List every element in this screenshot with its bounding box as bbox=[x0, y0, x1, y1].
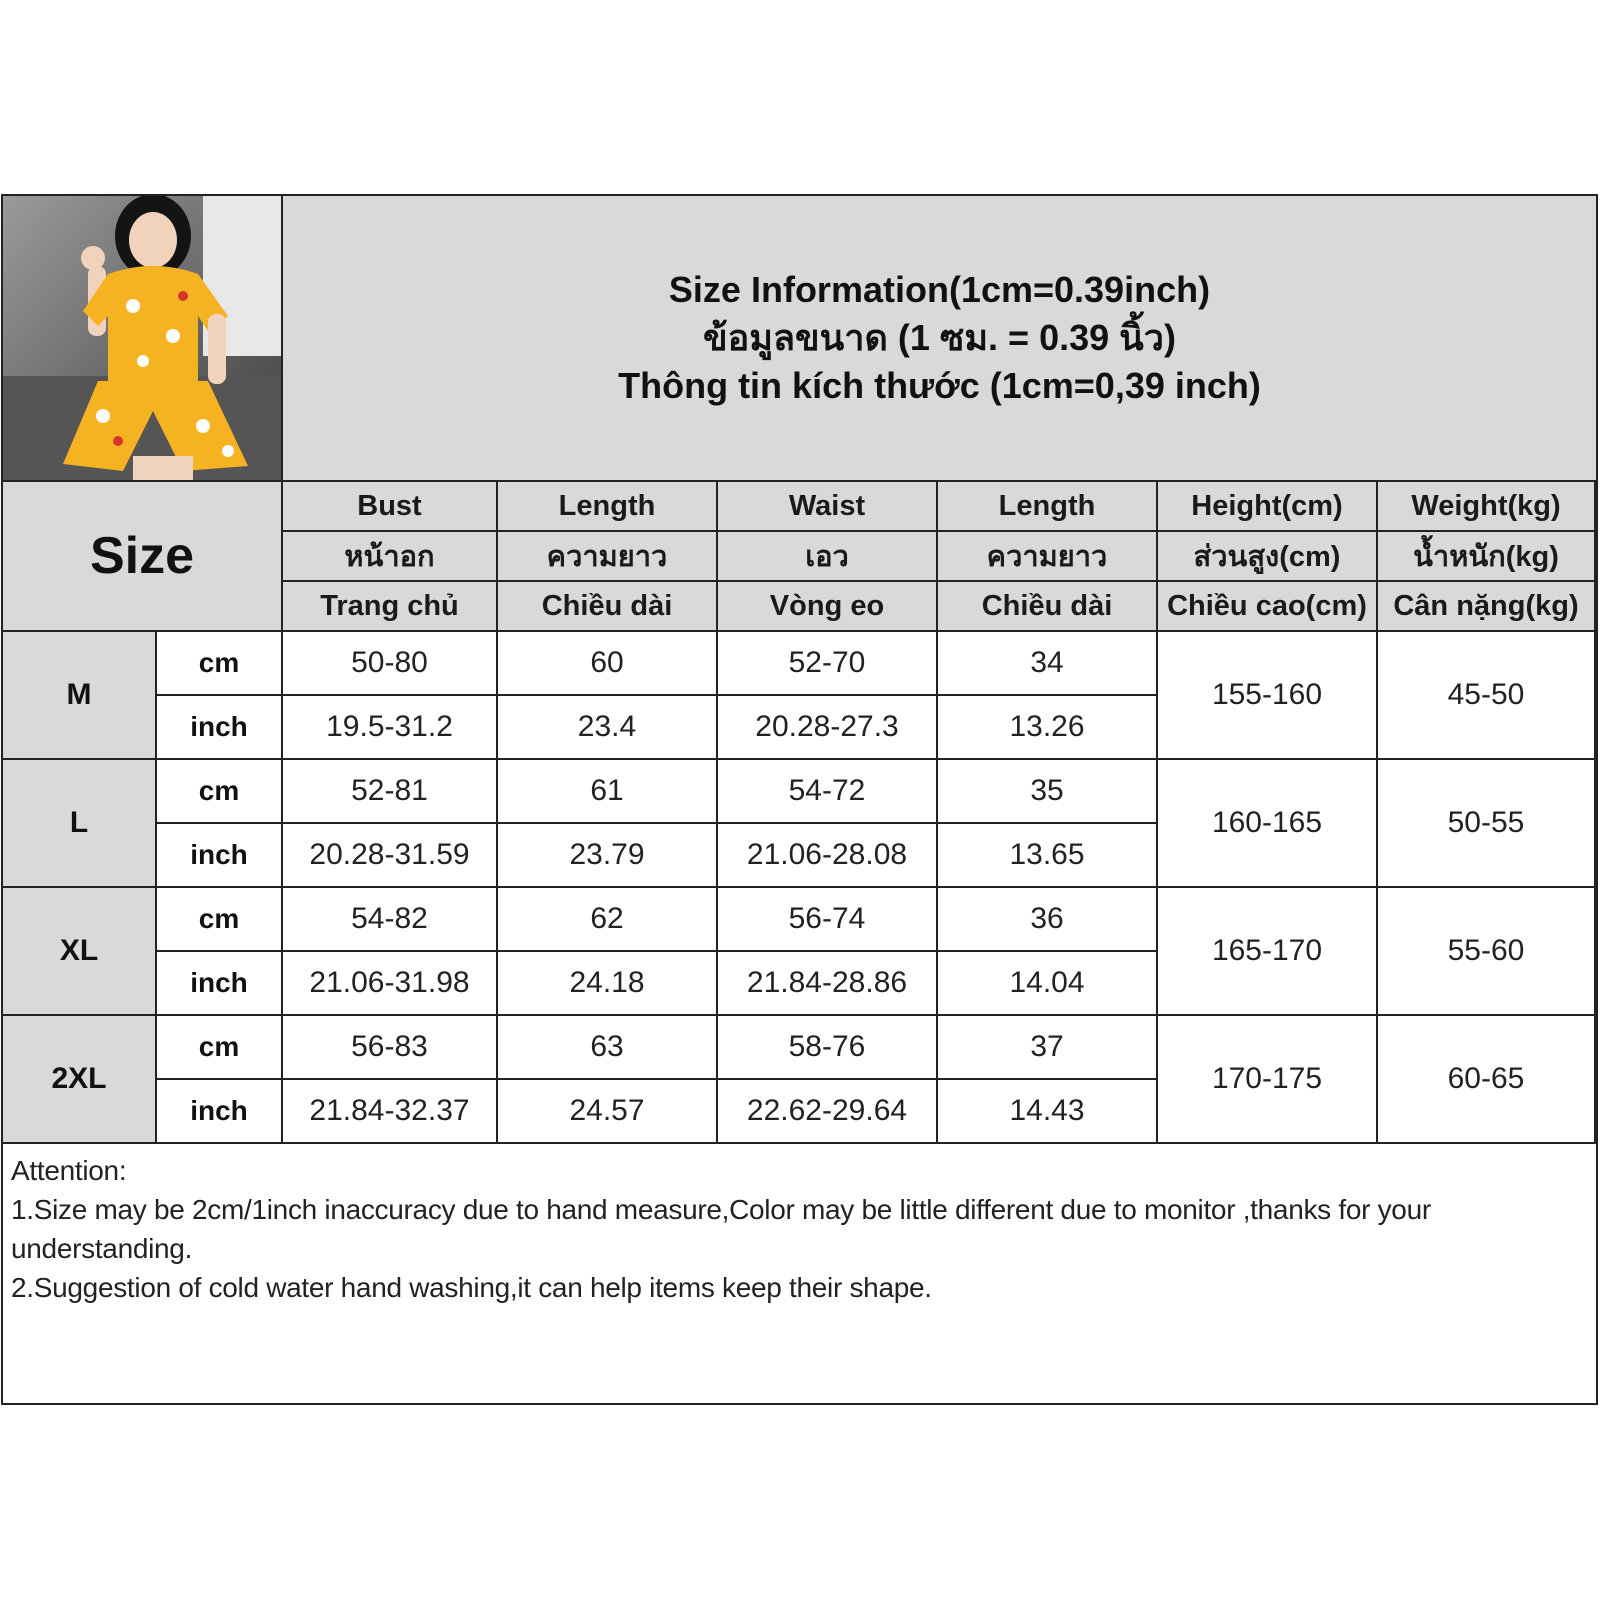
measurement-cell: 13.26 bbox=[938, 696, 1158, 760]
weight-cell: 60-65 bbox=[1378, 1016, 1596, 1144]
measurement-cell: 23.79 bbox=[498, 824, 718, 888]
column-header-th: หน้าอก bbox=[283, 532, 498, 582]
column-header-th: ส่วนสูง(cm) bbox=[1158, 532, 1378, 582]
title-block bbox=[283, 196, 1596, 482]
product-photo bbox=[3, 196, 283, 482]
column-header-vi: Chiều dài bbox=[498, 582, 718, 632]
unit-label: inch bbox=[157, 696, 283, 760]
column-header-en: Length bbox=[938, 482, 1158, 532]
attention-notes bbox=[3, 1145, 1596, 1313]
unit-label: inch bbox=[157, 824, 283, 888]
title-en: Size Information(1cm=0.39inch) bbox=[668, 269, 1211, 310]
measurement-cell: 60 bbox=[498, 632, 718, 696]
weight-cell: 45-50 bbox=[1378, 632, 1596, 760]
measurement-cell: 21.06-31.98 bbox=[283, 952, 498, 1016]
measurement-cell: 36 bbox=[938, 888, 1158, 952]
measurement-cell: 52-70 bbox=[718, 632, 938, 696]
column-header-th: เอว bbox=[718, 532, 938, 582]
title-vi: Thông tin kích thước (1cm=0,39 inch) bbox=[618, 365, 1261, 406]
size-name: 2XL bbox=[3, 1016, 157, 1144]
measurement-cell: 50-80 bbox=[283, 632, 498, 696]
measurement-cell: 23.4 bbox=[498, 696, 718, 760]
column-header-vi: Vòng eo bbox=[718, 582, 938, 632]
height-cell: 160-165 bbox=[1158, 760, 1378, 888]
measurement-cell: 54-82 bbox=[283, 888, 498, 952]
measurement-cell: 58-76 bbox=[718, 1016, 938, 1080]
column-header-vi: Cân nặng(kg) bbox=[1378, 582, 1596, 632]
unit-label: cm bbox=[157, 888, 283, 952]
notes-line-1: 1.Size may be 2cm/1inch inaccuracy due to hand measure,Color may be little different due to monitor ,thanks for your understanding. bbox=[11, 1194, 1431, 1264]
notes-heading: Attention: bbox=[11, 1155, 127, 1186]
column-header-th: น้ำหนัก(kg) bbox=[1378, 532, 1596, 582]
weight-cell: 50-55 bbox=[1378, 760, 1596, 888]
measurement-cell: 61 bbox=[498, 760, 718, 824]
measurement-cell: 21.84-32.37 bbox=[283, 1080, 498, 1144]
unit-label: inch bbox=[157, 952, 283, 1016]
column-header-en: Height(cm) bbox=[1158, 482, 1378, 532]
measurement-cell: 13.65 bbox=[938, 824, 1158, 888]
measurement-cell: 56-74 bbox=[718, 888, 938, 952]
size-name: M bbox=[3, 632, 157, 760]
unit-label: inch bbox=[157, 1080, 283, 1144]
measurement-cell: 14.04 bbox=[938, 952, 1158, 1016]
measurement-cell: 24.18 bbox=[498, 952, 718, 1016]
column-header-en: Bust bbox=[283, 482, 498, 532]
measurement-cell: 34 bbox=[938, 632, 1158, 696]
height-cell: 155-160 bbox=[1158, 632, 1378, 760]
measurement-cell: 35 bbox=[938, 760, 1158, 824]
title-th: ข้อมูลขนาด (1 ซม. = 0.39 นิ้ว) bbox=[703, 317, 1176, 358]
column-header-vi: Chiều cao(cm) bbox=[1158, 582, 1378, 632]
column-header-th: ความยาว bbox=[498, 532, 718, 582]
column-header-en: Length bbox=[498, 482, 718, 532]
measurement-cell: 63 bbox=[498, 1016, 718, 1080]
size-name: XL bbox=[3, 888, 157, 1016]
measurement-cell: 20.28-27.3 bbox=[718, 696, 938, 760]
size-header: Size bbox=[3, 482, 283, 632]
weight-cell: 55-60 bbox=[1378, 888, 1596, 1016]
unit-label: cm bbox=[157, 1016, 283, 1080]
height-cell: 165-170 bbox=[1158, 888, 1378, 1016]
column-header-vi: Chiều dài bbox=[938, 582, 1158, 632]
measurement-cell: 21.06-28.08 bbox=[718, 824, 938, 888]
notes-line-2: 2.Suggestion of cold water hand washing,it can help items keep their shape. bbox=[11, 1272, 932, 1303]
measurement-cell: 20.28-31.59 bbox=[283, 824, 498, 888]
column-header-en: Weight(kg) bbox=[1378, 482, 1596, 532]
column-header-vi: Trang chủ bbox=[283, 582, 498, 632]
measurement-cell: 54-72 bbox=[718, 760, 938, 824]
model-image bbox=[3, 196, 281, 480]
unit-label: cm bbox=[157, 632, 283, 696]
size-name: L bbox=[3, 760, 157, 888]
size-chart bbox=[1, 194, 1598, 1405]
measurement-cell: 52-81 bbox=[283, 760, 498, 824]
measurement-cell: 62 bbox=[498, 888, 718, 952]
column-header-th: ความยาว bbox=[938, 532, 1158, 582]
measurement-cell: 14.43 bbox=[938, 1080, 1158, 1144]
measurement-cell: 19.5-31.2 bbox=[283, 696, 498, 760]
measurement-cell: 21.84-28.86 bbox=[718, 952, 938, 1016]
measurement-cell: 22.62-29.64 bbox=[718, 1080, 938, 1144]
measurement-cell: 56-83 bbox=[283, 1016, 498, 1080]
column-header-en: Waist bbox=[718, 482, 938, 532]
measurement-cell: 24.57 bbox=[498, 1080, 718, 1144]
height-cell: 170-175 bbox=[1158, 1016, 1378, 1144]
measurement-cell: 37 bbox=[938, 1016, 1158, 1080]
unit-label: cm bbox=[157, 760, 283, 824]
